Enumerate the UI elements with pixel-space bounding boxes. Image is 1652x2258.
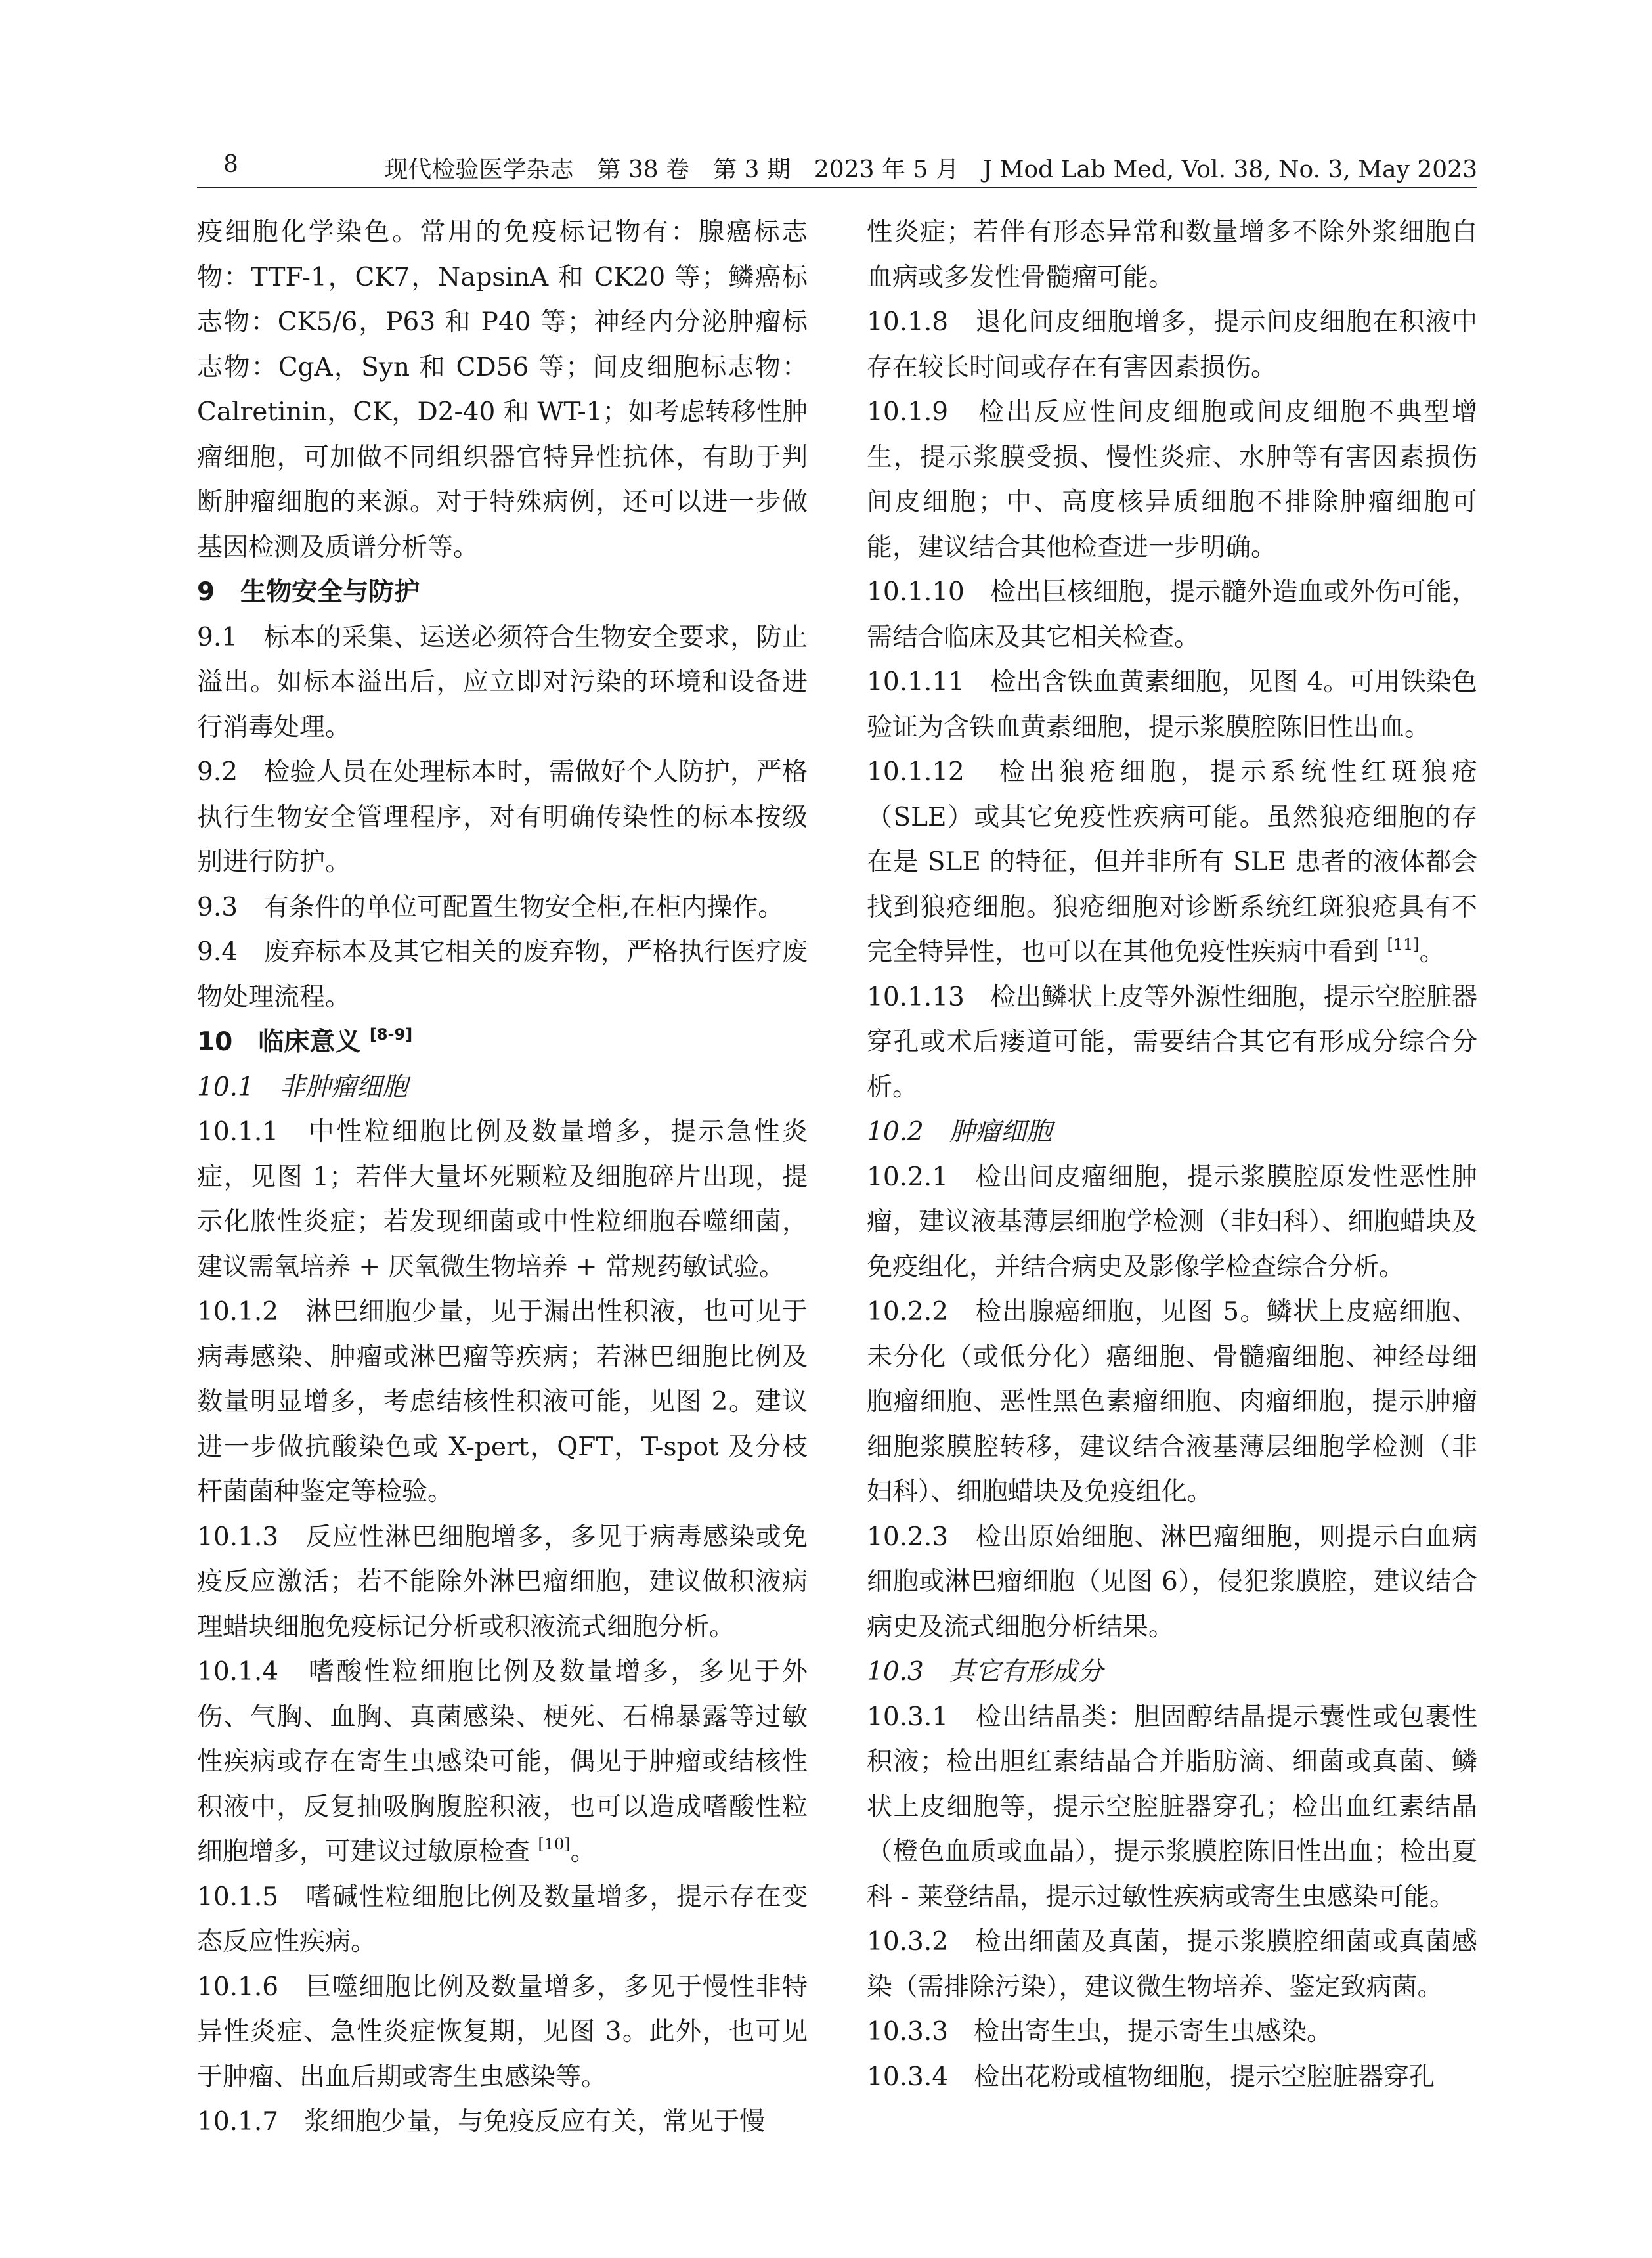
paragraph [867,750,1477,975]
citation-ref: [11] [1387,935,1420,954]
paragraph [867,210,1477,300]
paragraph [197,210,808,570]
paragraph-text: 10.2.2 检出腺癌细胞，见图 5。鳞状上皮癌细胞、未分化（或低分化）癌细胞、骨髓瘤细胞、神经母细胞瘤细胞、恶性黑色素瘤细胞、肉瘤细胞，提示肿瘤细胞浆膜腔转移，建议结合液基薄层细胞学检测（非妇科）、细胞蜡块及免疫组化。 [867,1297,1477,1507]
paragraph [867,975,1477,1111]
paragraph-tail: 。 [1419,937,1445,967]
paragraph-text: 10.1.2 淋巴细胞少量，见于漏出性积液，也可见于病毒感染、肿瘤或淋巴瘤等疾病；若淋巴细胞比例及数量明显增多，考虑结核性积液可能，见图 2。建议进一步做抗酸染色或 X-pert，QFT，T-spot 及分枝杆菌菌种鉴定等检验。 [197,1297,808,1507]
paragraph [197,1650,808,1875]
paragraph [867,300,1477,390]
paragraph [867,570,1477,660]
paragraph-text: 9.4 废弃标本及其它相关的废弃物，严格执行医疗废物处理流程。 [197,937,808,1012]
paragraph-text: 10.3 其它有形成分 [867,1657,1103,1687]
subsection-heading [867,1650,1477,1695]
paragraph [867,1695,1477,1920]
paragraph-text: 10.1.1 中性粒细胞比例及数量增多，提示急性炎症，见图 1；若伴大量坏死颗粒及细胞碎片出现，提示化脓性炎症；若发现细菌或中性粒细胞吞噬细菌，建议需氧培养 + 厌氧微生物培养 + 常规药敏试验。 [197,1117,808,1282]
paragraph-text: 10.1.11 检出含铁血黄素细胞，见图 4。可用铁染色验证为含铁血黄素细胞，提示浆膜腔陈旧性出血。 [867,667,1477,742]
paragraph [867,1155,1477,1291]
paragraph-text: 10.1.13 检出鳞状上皮等外源性细胞，提示空腔脏器穿孔或术后瘘道可能，需要结合其它有形成分综合分析。 [867,982,1477,1102]
paragraph [197,930,808,1020]
paragraph-text: 9.1 标本的采集、运送必须符合生物安全要求，防止溢出。如标本溢出后，应立即对污染的环境和设备进行消毒处理。 [197,622,808,742]
paragraph [867,1515,1477,1650]
paragraph-text: 10.1.5 嗜碱性粒细胞比例及数量增多，提示存在变态反应性疾病。 [197,1882,808,1957]
subsection-heading [197,1065,808,1111]
paragraph-tail: 。 [570,1837,596,1867]
paragraph [867,2010,1477,2055]
paragraph-text: 疫细胞化学染色。常用的免疫标记物有：腺癌标志物：TTF-1，CK7，NapsinA 和 CK20 等；鳞癌标志物：CK5/6，P63 和 P40 等；神经内分泌肿瘤标志物：CgA，Syn 和 CD56 等；间皮细胞标志物：Calretinin，CK，D2-40 和 WT-1；如考虑转移性肿瘤细胞，可加做不同组织器官特异性抗体，有助于判断肿瘤细胞的来源。对于特殊病例，还可以进一步做基因检测及质谱分析等。 [197,217,808,562]
paragraph [197,1515,808,1650]
paragraph-text: 10.1.9 检出反应性间皮细胞或间皮细胞不典型增生，提示浆膜受损、慢性炎症、水肿等有害因素损伤间皮细胞；中、高度核异质细胞不排除肿瘤细胞可能，建议结合其他检查进一步明确。 [867,397,1477,562]
paragraph [867,2055,1477,2100]
paragraph-text: 10.3.4 检出花粉或植物细胞，提示空腔脏器穿孔 [867,2062,1435,2092]
section-heading [197,570,808,615]
paragraph-text: 9 生物安全与防护 [197,577,420,607]
header-rule [197,187,1477,188]
paragraph [197,2100,808,2145]
paragraph [867,660,1477,750]
paragraph [197,615,808,751]
paragraph-text: 10.1.6 巨噬细胞比例及数量增多，多见于慢性非特异性炎症、急性炎症恢复期，见图 3。此外，也可见于肿瘤、出血后期或寄生虫感染等。 [197,1972,808,2092]
paragraph-text: 10.1.12 检出狼疮细胞，提示系统性红斑狼疮（SLE）或其它免疫性疾病可能。虽然狼疮细胞的存在是 SLE 的特征，但并非所有 SLE 患者的液体都会找到狼疮细胞。狼疮细胞对诊断系统红斑狼疮具有不完全特异性，也可以在其他免疫性疾病中看到 [867,757,1477,967]
paragraph [867,1290,1477,1515]
running-header [197,146,1477,185]
paragraph-text: 9.2 检验人员在处理标本时，需做好个人防护，严格执行生物安全管理程序，对有明确传染性的标本按级别进行防护。 [197,757,808,877]
right-column [867,210,1477,2100]
section-heading [197,1020,808,1065]
paragraph [197,1110,808,1290]
paragraph-text: 10.2.3 检出原始细胞、淋巴瘤细胞，则提示白血病细胞或淋巴瘤细胞（见图 6），侵犯浆膜腔，建议结合病史及流式细胞分析结果。 [867,1522,1477,1642]
page-number: 8 [223,151,238,178]
citation-ref: [10] [538,1835,571,1853]
paragraph [197,750,808,885]
paragraph [197,1965,808,2100]
paragraph-text: 性炎症；若伴有形态异常和数量增多不除外浆细胞白血病或多发性骨髓瘤可能。 [867,217,1477,292]
paragraph-text: 10.1.4 嗜酸性粒细胞比例及数量增多，多见于外伤、气胸、血胸、真菌感染、梗死、石棉暴露等过敏性疾病或存在寄生虫感染可能，偶见于肿瘤或结核性积液中，反复抽吸胸腹腔积液，也可以造成嗜酸性粒细胞增多，可建议过敏原检查 [197,1657,808,1867]
paragraph-text: 10.2.1 检出间皮瘤细胞，提示浆膜腔原发性恶性肿瘤，建议液基薄层细胞学检测（非妇科）、细胞蜡块及免疫组化，并结合病史及影像学检查综合分析。 [867,1162,1477,1282]
paragraph-text: 10.3.2 检出细菌及真菌，提示浆膜腔细菌或真菌感染（需排除污染），建议微生物培养、鉴定致病菌。 [867,1927,1477,2002]
paragraph-text: 10.2 肿瘤细胞 [867,1117,1052,1147]
paragraph-text: 10.3.3 检出寄生虫，提示寄生虫感染。 [867,2017,1333,2047]
subsection-heading [867,1110,1477,1155]
paragraph [197,1290,808,1515]
paragraph-text: 10.1 非肿瘤细胞 [197,1072,408,1102]
left-column [197,210,808,2145]
journal-info: 现代检验医学杂志 第 38 卷 第 3 期 2023 年 5 月 J Mod Lab Med, Vol. 38, No. 3, May 2023 [384,156,1477,183]
paragraph-text: 10.1.7 浆细胞少量，与免疫反应有关，常见于慢 [197,2107,766,2136]
paragraph-text: 10.1.3 反应性淋巴细胞增多，多见于病毒感染或免疫反应激活；若不能除外淋巴瘤细胞，建议做积液病理蜡块细胞免疫标记分析或积液流式细胞分析。 [197,1522,808,1642]
paragraph-text: 9.3 有条件的单位可配置生物安全柜,在柜内操作。 [197,892,784,922]
paragraph-text: 10.1.10 检出巨核细胞，提示髓外造血或外伤可能，需结合临床及其它相关检查。 [867,577,1477,652]
paragraph [197,1875,808,1965]
paragraph [197,885,808,931]
paragraph-text: 10.1.8 退化间皮细胞增多，提示间皮细胞在积液中存在较长时间或存在有害因素损伤。 [867,307,1477,382]
citation-ref: [8-9] [369,1025,413,1044]
paragraph-text: 10.3.1 检出结晶类：胆固醇结晶提示囊性或包裹性积液；检出胆红素结晶合并脂肪滴、细菌或真菌、鳞状上皮细胞等，提示空腔脏器穿孔；检出血红素结晶（橙色血质或血晶），提示浆膜腔陈旧性出血；检出夏科 - 莱登结晶，提示过敏性疾病或寄生虫感染可能。 [867,1702,1477,1912]
paragraph [867,1920,1477,2010]
paragraph-text: 10 临床意义 [197,1027,370,1057]
paragraph [867,390,1477,570]
